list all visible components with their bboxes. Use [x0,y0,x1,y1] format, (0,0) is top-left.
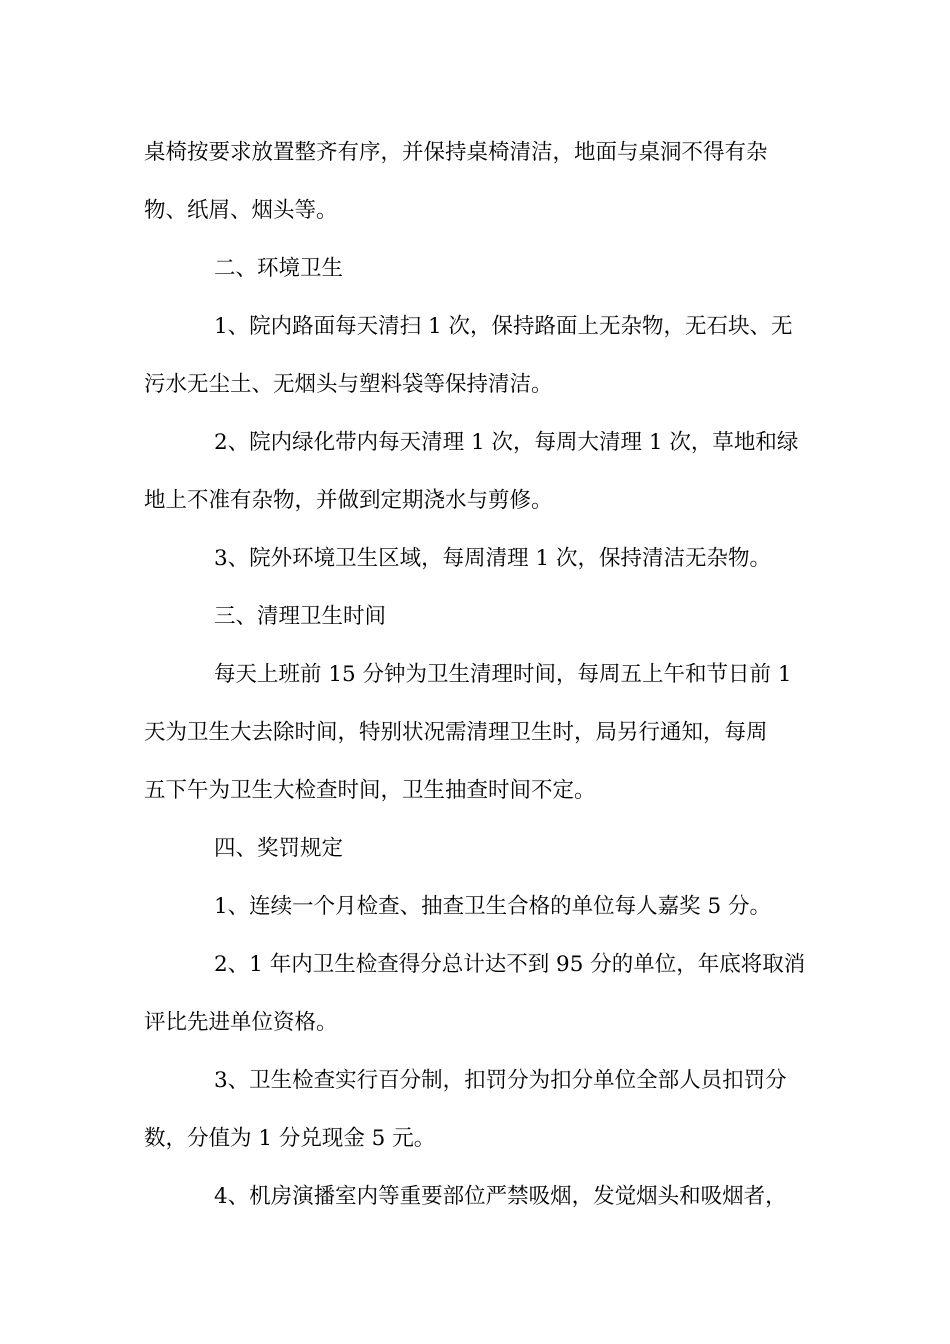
text-line: 1、院内路面每天清扫 1 次，保持路面上无杂物，无石块、无 [214,314,793,339]
section-heading: 四、奖罚规定 [214,836,344,861]
text-line: 每天上班前 15 分钟为卫生清理时间，每周五上午和节日前 1 [214,662,792,687]
text-line: 3、卫生检查实行百分制，扣罚分为扣分单位全部人员扣罚分 [214,1068,787,1093]
text-line: 2、1 年内卫生检查得分总计达不到 95 分的单位，年底将取消 [214,952,806,977]
section-heading: 三、清理卫生时间 [214,604,387,629]
paragraph-reward-3 [144,1052,806,1168]
section-heading-cleaning-time [144,588,806,646]
paragraph-greenbelt [144,414,806,530]
text-line: 2、院内绿化带内每天清理 1 次，每周大清理 1 次，草地和绿 [214,430,799,455]
paragraph-reward-4 [144,1168,806,1226]
text-line: 桌椅按要求放置整齐有序，并保持桌椅清洁，地面与桌洞不得有杂 [144,140,768,165]
document-page [144,124,806,1226]
text-line: 地上不准有杂物，并做到定期浇水与剪修。 [144,488,553,513]
text-line: 天为卫生大去除时间，特别状况需清理卫生时，局另行通知，每周 [144,720,768,745]
text-line: 污水无尘土、无烟头与塑料袋等保持清洁。 [144,372,553,397]
text-line: 五下午为卫生大检查时间，卫生抽查时间不定。 [144,778,596,803]
paragraph-cleaning-schedule [144,646,806,820]
paragraph-reward-1 [144,878,806,936]
text-line: 4、机房演播室内等重要部位严禁吸烟，发觉烟头和吸烟者， [214,1184,787,1209]
paragraph-reward-2 [144,936,806,1052]
paragraph-outside-area [144,530,806,588]
text-line: 物、纸屑、烟头等。 [144,198,338,223]
paragraph-desk-cleanliness [144,124,806,240]
section-heading-environment [144,240,806,298]
paragraph-road-cleaning [144,298,806,414]
text-line: 评比先进单位资格。 [144,1010,338,1035]
text-line: 1、连续一个月检查、抽查卫生合格的单位每人嘉奖 5 分。 [214,894,772,919]
section-heading: 二、环境卫生 [214,256,344,281]
text-line: 3、院外环境卫生区域，每周清理 1 次，保持清洁无杂物。 [214,546,772,571]
section-heading-rewards [144,820,806,878]
text-line: 数，分值为 1 分兑现金 5 元。 [144,1126,436,1151]
